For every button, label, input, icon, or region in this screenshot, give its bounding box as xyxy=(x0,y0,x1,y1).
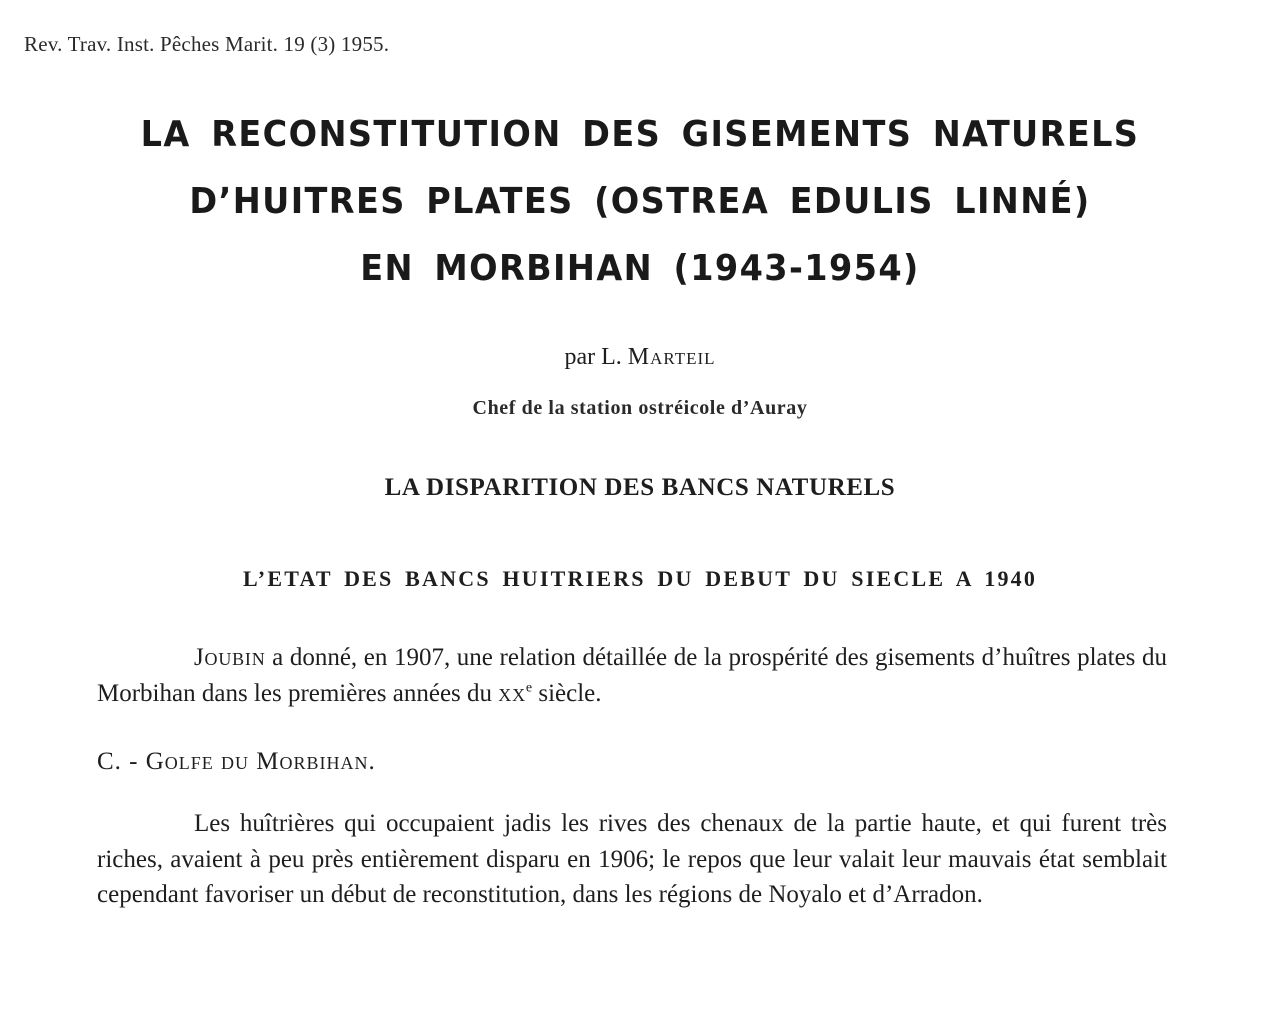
paragraph-2: Les huîtrières qui occupaient jadis les rives des chenaux de la partie haute, et qui furent très riches, avaient à peu près entièrement disparu en 1906; le repos que leur valait leur mauvais état semblait cependant favoriser un début de reconstitution, dans les régions de Noyalo et d’Arradon. xyxy=(97,810,1167,908)
cited-author: Joubin xyxy=(194,644,266,671)
title-line-2: D’HUITRES PLATES (OSTREA EDULIS LINNÉ) xyxy=(189,181,1091,222)
title-line-1: LA RECONSTITUTION DES GISEMENTS NATURELS xyxy=(140,114,1140,155)
century-superscript: e xyxy=(525,680,533,696)
subsection-heading: L’ETAT DES BANCS HUITRIERS DU DEBUT DU SIECLE A 1940 xyxy=(242,566,1038,591)
author-affiliation: Chef de la station ostréicole d’Auray xyxy=(472,397,808,419)
paragraph-1-end: siècle. xyxy=(532,679,602,707)
author-line xyxy=(0,344,1280,371)
region-heading: C. - Golfe du Morbihan. xyxy=(97,748,376,775)
section-heading: LA DISPARITION DES BANCS NATURELS xyxy=(384,474,896,501)
author-name: Marteil xyxy=(627,344,716,370)
paragraph-1 xyxy=(97,640,1167,711)
paper-title xyxy=(0,108,1280,309)
paragraph-1-text: a donné, en 1907, une relation détaillée de la prospérité des gisements d’huîtres plates du Morbihan dans les premières années du xyxy=(97,644,1167,707)
century-numeral: xx xyxy=(498,679,526,707)
title-line-3: EN MORBIHAN (1943-1954) xyxy=(360,248,920,289)
author-prefix: par L. xyxy=(564,344,628,370)
journal-reference: Rev. Trav. Inst. Pêches Marit. 19 (3) 1955. xyxy=(24,32,390,56)
